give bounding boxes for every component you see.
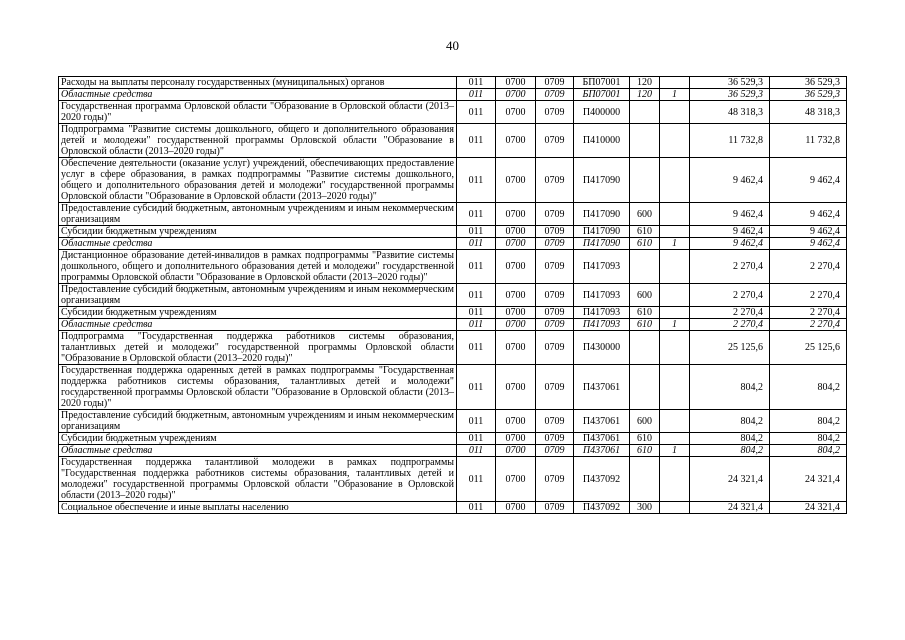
funding-source-cell [660,331,690,365]
subsection-code-cell: 0709 [536,307,574,319]
table-row [59,284,847,307]
subsection-code-cell: 0709 [536,284,574,307]
funding-source-cell: 1 [660,319,690,331]
funding-source-cell [660,284,690,307]
amount-cell-1: 804,2 [690,433,770,445]
expense-type-cell: 300 [630,502,660,514]
amount-cell-2: 804,2 [770,410,847,433]
amount-cell-1: 36 529,3 [690,89,770,101]
amount-cell-2: 36 529,3 [770,77,847,89]
table-row [59,77,847,89]
ministry-code-cell: 011 [457,410,496,433]
amount-cell-1: 9 462,4 [690,203,770,226]
table-row [59,101,847,124]
funding-source-cell [660,365,690,410]
target-article-cell: П437061 [574,433,630,445]
table-row [59,457,847,502]
amount-cell-1: 24 321,4 [690,502,770,514]
target-article-cell: П417093 [574,307,630,319]
subsection-code-cell: 0709 [536,433,574,445]
amount-cell-2: 11 732,8 [770,124,847,158]
amount-cell-1: 9 462,4 [690,158,770,203]
expense-type-cell [630,331,660,365]
expenditure-name-cell: Социальное обеспечение и иные выплаты населению [59,502,457,514]
target-article-cell: БП07001 [574,89,630,101]
section-code-cell: 0700 [496,410,536,433]
expenditure-name-cell: Субсидии бюджетным учреждениям [59,226,457,238]
subsection-code-cell: 0709 [536,445,574,457]
amount-cell-1: 2 270,4 [690,250,770,284]
funding-source-cell [660,307,690,319]
funding-source-cell [660,410,690,433]
subsection-code-cell: 0709 [536,203,574,226]
amount-cell-2: 24 321,4 [770,457,847,502]
target-article-cell: П410000 [574,124,630,158]
funding-source-cell [660,101,690,124]
target-article-cell: П437061 [574,445,630,457]
amount-cell-2: 9 462,4 [770,158,847,203]
section-code-cell: 0700 [496,77,536,89]
expense-type-cell: 600 [630,410,660,433]
target-article-cell: П430000 [574,331,630,365]
table-row [59,410,847,433]
amount-cell-1: 36 529,3 [690,77,770,89]
amount-cell-2: 804,2 [770,365,847,410]
amount-cell-1: 9 462,4 [690,238,770,250]
table-row [59,203,847,226]
amount-cell-1: 24 321,4 [690,457,770,502]
expense-type-cell: 610 [630,319,660,331]
expense-type-cell: 610 [630,307,660,319]
section-code-cell: 0700 [496,203,536,226]
expenditure-name-cell: Предоставление субсидий бюджетным, автономным учреждениям и иным некоммерческим организациям [59,410,457,433]
ministry-code-cell: 011 [457,284,496,307]
subsection-code-cell: 0709 [536,457,574,502]
expense-type-cell [630,124,660,158]
target-article-cell: П417093 [574,250,630,284]
section-code-cell: 0700 [496,226,536,238]
subsection-code-cell: 0709 [536,77,574,89]
funding-source-cell [660,226,690,238]
subsection-code-cell: 0709 [536,124,574,158]
amount-cell-1: 2 270,4 [690,284,770,307]
amount-cell-2: 804,2 [770,445,847,457]
ministry-code-cell: 011 [457,445,496,457]
funding-source-cell: 1 [660,89,690,101]
subsection-code-cell: 0709 [536,502,574,514]
ministry-code-cell: 011 [457,238,496,250]
target-article-cell: П437061 [574,365,630,410]
section-code-cell: 0700 [496,284,536,307]
table-row [59,307,847,319]
page-number: 40 [446,38,459,53]
target-article-cell: П417093 [574,284,630,307]
expenditure-name-cell: Дистанционное образование детей-инвалидов в рамках подпрограммы "Развитие системы дошкольного, общего и дополнительного образования детей и молодежи" государственной программы Орловской области "Образование в Орловской области (2013–2020 годы)" [59,250,457,284]
amount-cell-2: 2 270,4 [770,250,847,284]
expenditure-name-cell: Государственная поддержка одаренных детей в рамках подпрограммы "Государственная поддержка работников системы образования, талантливых детей и молодежи" государственной программы Орловской области "Образование в Орловской области (2013–2020 годы)" [59,365,457,410]
subsection-code-cell: 0709 [536,319,574,331]
section-code-cell: 0700 [496,250,536,284]
ministry-code-cell: 011 [457,124,496,158]
funding-source-cell [660,124,690,158]
expense-type-cell [630,250,660,284]
amount-cell-2: 804,2 [770,433,847,445]
funding-source-cell [660,77,690,89]
amount-cell-1: 804,2 [690,365,770,410]
expenditure-name-cell: Расходы на выплаты персоналу государственных (муниципальных) органов [59,77,457,89]
expense-type-cell: 120 [630,77,660,89]
section-code-cell: 0700 [496,89,536,101]
expenditure-name-cell: Предоставление субсидий бюджетным, автономным учреждениям и иным некоммерческим организациям [59,284,457,307]
ministry-code-cell: 011 [457,457,496,502]
subsection-code-cell: 0709 [536,331,574,365]
subsection-code-cell: 0709 [536,101,574,124]
section-code-cell: 0700 [496,319,536,331]
funding-source-cell [660,457,690,502]
ministry-code-cell: 011 [457,101,496,124]
ministry-code-cell: 011 [457,77,496,89]
expense-type-cell: 120 [630,89,660,101]
subsection-code-cell: 0709 [536,226,574,238]
ministry-code-cell: 011 [457,250,496,284]
expenditure-name-cell: Подпрограмма "Государственная поддержка работников системы образования, талантливых детей и молодежи" государственной программы Орловской области "Образование в Орловской области (2013–2020 годы)" [59,331,457,365]
section-code-cell: 0700 [496,365,536,410]
amount-cell-2: 36 529,3 [770,89,847,101]
amount-cell-2: 48 318,3 [770,101,847,124]
amount-cell-1: 48 318,3 [690,101,770,124]
table-row [59,238,847,250]
table-row [59,502,847,514]
target-article-cell: П417090 [574,226,630,238]
expenditure-name-cell: Государственная поддержка талантливой молодежи в рамках подпрограммы "Государственная поддержка работников системы образования, талантливых детей и молодежи" государственной программы Орловской области "Образование в Орловской области (2013–2020 годы)" [59,457,457,502]
section-code-cell: 0700 [496,158,536,203]
target-article-cell: П417090 [574,238,630,250]
subsection-code-cell: 0709 [536,238,574,250]
ministry-code-cell: 011 [457,203,496,226]
expenditure-name-cell: Областные средства [59,238,457,250]
amount-cell-2: 2 270,4 [770,284,847,307]
table-row [59,158,847,203]
expense-type-cell: 610 [630,238,660,250]
table-row [59,89,847,101]
amount-cell-1: 804,2 [690,410,770,433]
funding-source-cell [660,158,690,203]
target-article-cell: П437092 [574,457,630,502]
amount-cell-1: 2 270,4 [690,307,770,319]
ministry-code-cell: 011 [457,331,496,365]
expenditure-name-cell: Областные средства [59,319,457,331]
expenditure-name-cell: Областные средства [59,445,457,457]
expense-type-cell [630,457,660,502]
amount-cell-1: 25 125,6 [690,331,770,365]
subsection-code-cell: 0709 [536,250,574,284]
amount-cell-2: 2 270,4 [770,307,847,319]
table-row [59,319,847,331]
section-code-cell: 0700 [496,124,536,158]
funding-source-cell [660,502,690,514]
ministry-code-cell: 011 [457,158,496,203]
table-row [59,124,847,158]
expense-type-cell: 600 [630,203,660,226]
amount-cell-2: 2 270,4 [770,319,847,331]
expenditure-name-cell: Государственная программа Орловской области "Образование в Орловской области (2013–2020 годы)" [59,101,457,124]
funding-source-cell: 1 [660,238,690,250]
expenditure-name-cell: Предоставление субсидий бюджетным, автономным учреждениям и иным некоммерческим организациям [59,203,457,226]
table-row [59,331,847,365]
funding-source-cell: 1 [660,445,690,457]
section-code-cell: 0700 [496,101,536,124]
section-code-cell: 0700 [496,457,536,502]
ministry-code-cell: 011 [457,365,496,410]
expense-type-cell [630,158,660,203]
ministry-code-cell: 011 [457,502,496,514]
section-code-cell: 0700 [496,502,536,514]
amount-cell-2: 24 321,4 [770,502,847,514]
subsection-code-cell: 0709 [536,365,574,410]
expense-type-cell [630,101,660,124]
target-article-cell: П417093 [574,319,630,331]
table-row [59,250,847,284]
amount-cell-1: 11 732,8 [690,124,770,158]
table-row [59,445,847,457]
funding-source-cell [660,203,690,226]
section-code-cell: 0700 [496,331,536,365]
target-article-cell: П437092 [574,502,630,514]
table-row [59,433,847,445]
ministry-code-cell: 011 [457,433,496,445]
expense-type-cell: 600 [630,284,660,307]
amount-cell-2: 25 125,6 [770,331,847,365]
section-code-cell: 0700 [496,433,536,445]
section-code-cell: 0700 [496,238,536,250]
ministry-code-cell: 011 [457,319,496,331]
funding-source-cell [660,250,690,284]
expenditure-name-cell: Субсидии бюджетным учреждениям [59,433,457,445]
expenditure-name-cell: Областные средства [59,89,457,101]
section-code-cell: 0700 [496,445,536,457]
amount-cell-1: 9 462,4 [690,226,770,238]
ministry-code-cell: 011 [457,226,496,238]
amount-cell-1: 804,2 [690,445,770,457]
subsection-code-cell: 0709 [536,410,574,433]
expenditure-name-cell: Обеспечение деятельности (оказание услуг) учреждений, обеспечивающих предоставление услуг в сфере образования, в рамках подпрограммы "Развитие системы дошкольного, общего и дополнительного образования детей и молодежи" государственной программы Орловской области "Образование в Орловской области (2013–2020 годы)" [59,158,457,203]
target-article-cell: П400000 [574,101,630,124]
target-article-cell: П417090 [574,158,630,203]
subsection-code-cell: 0709 [536,158,574,203]
budget-table-body [59,77,847,514]
amount-cell-2: 9 462,4 [770,226,847,238]
expense-type-cell: 610 [630,226,660,238]
expenditure-name-cell: Субсидии бюджетным учреждениям [59,307,457,319]
ministry-code-cell: 011 [457,307,496,319]
amount-cell-2: 9 462,4 [770,203,847,226]
amount-cell-2: 9 462,4 [770,238,847,250]
subsection-code-cell: 0709 [536,89,574,101]
funding-source-cell [660,433,690,445]
section-code-cell: 0700 [496,307,536,319]
target-article-cell: П437061 [574,410,630,433]
expense-type-cell: 610 [630,445,660,457]
ministry-code-cell: 011 [457,89,496,101]
amount-cell-1: 2 270,4 [690,319,770,331]
budget-table [58,76,847,514]
expenditure-name-cell: Подпрограмма "Развитие системы дошкольного, общего и дополнительного образования детей и молодежи" государственной программы Орловской области "Образование в Орловской области (2013–2020 годы)" [59,124,457,158]
expense-type-cell: 610 [630,433,660,445]
table-row [59,365,847,410]
table-row [59,226,847,238]
expense-type-cell [630,365,660,410]
target-article-cell: БП07001 [574,77,630,89]
target-article-cell: П417090 [574,203,630,226]
